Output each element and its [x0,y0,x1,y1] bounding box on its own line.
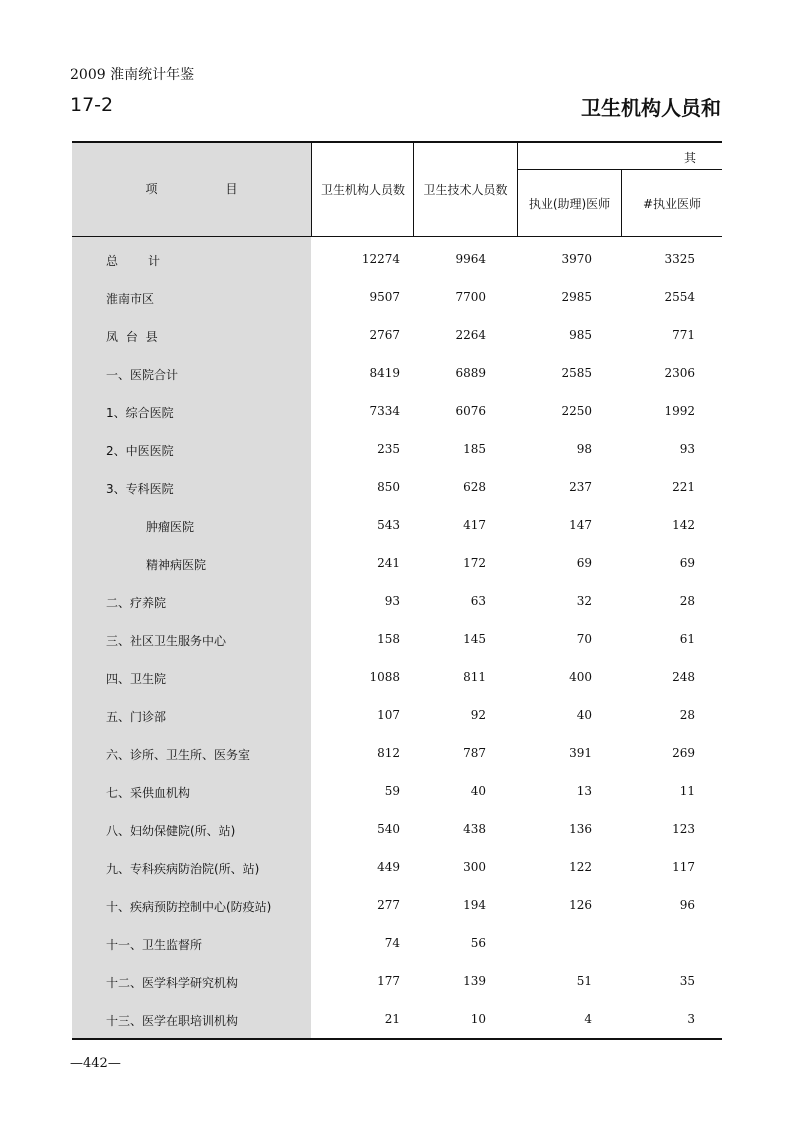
doctor-count: 32 [576,594,592,608]
staff-count: 2767 [369,328,400,342]
page-number: —442— [70,1056,121,1071]
table-row [72,442,722,462]
row-label: 十一、卫生监督所 [106,938,203,952]
tech-count: 92 [470,708,486,722]
staff-count: 21 [384,1012,400,1026]
staff-count: 241 [377,556,400,570]
table-row [72,898,722,918]
staff-count: 1088 [369,670,400,684]
tech-count: 787 [463,746,486,760]
table-row [72,860,722,880]
table-title: 卫生机构人员和 [581,96,721,120]
row-label: 3、专科医院 [106,482,174,496]
tech-count: 811 [463,670,486,684]
table-row [72,366,722,386]
staff-count: 93 [384,594,400,608]
tech-count: 628 [463,480,486,494]
staff-count: 8419 [369,366,400,380]
licensed-doctor-count: 35 [679,974,695,988]
tech-count: 2264 [455,328,486,342]
tech-count: 417 [463,518,486,532]
licensed-doctor-count: 142 [672,518,695,532]
staff-count: 177 [377,974,400,988]
staff-count: 158 [377,632,400,646]
table-row [72,670,722,690]
row-label: 八、妇幼保健院(所、站) [106,824,236,838]
doctor-count: 136 [569,822,592,836]
doctor-count: 13 [576,784,592,798]
table-row [72,974,722,994]
doctor-count: 2585 [561,366,592,380]
table-row [72,480,722,500]
row-label: 淮南市区 [106,292,155,306]
tech-count: 172 [463,556,486,570]
staff-count: 74 [384,936,400,950]
tech-count: 300 [463,860,486,874]
staff-count: 59 [384,784,400,798]
tech-count: 63 [470,594,486,608]
staff-count: 540 [377,822,400,836]
tech-count: 9964 [455,252,486,266]
row-label: 二、疗养院 [106,596,167,610]
doctor-count: 3970 [561,252,592,266]
staff-count: 850 [377,480,400,494]
doctor-count: 985 [569,328,592,342]
staff-count: 235 [377,442,400,456]
table-row [72,936,722,956]
staff-count: 9507 [369,290,400,304]
row-label: 总 计 [106,254,163,268]
tech-count: 185 [463,442,486,456]
doctor-count: 147 [569,518,592,532]
licensed-doctor-count: 28 [679,708,695,722]
licensed-doctor-count: 69 [679,556,695,570]
row-label: 十、疾病预防控制中心(防疫站) [106,900,272,914]
staff-count: 107 [377,708,400,722]
licensed-doctor-count: 3 [687,1012,695,1026]
row-label: 精神病医院 [146,558,207,572]
doctor-count: 4 [584,1012,592,1026]
licensed-doctor-count: 269 [672,746,695,760]
row-label: 三、社区卫生服务中心 [106,634,227,648]
column-header-doctors: 执业(助理)医师 [528,197,611,211]
tech-count: 438 [463,822,486,836]
licensed-doctor-count: 61 [679,632,695,646]
yearbook-title: 2009 淮南统计年鉴 [70,67,195,83]
table-row [72,404,722,424]
table-row [72,594,722,614]
table-row [72,784,722,804]
table-row [72,328,722,348]
doctor-count: 70 [576,632,592,646]
column-header-licensed: #执业医师 [642,197,702,211]
table-row [72,1012,722,1032]
licensed-doctor-count: 3325 [664,252,695,266]
doctor-count: 2250 [561,404,592,418]
licensed-doctor-count: 1992 [664,404,695,418]
table-row [72,822,722,842]
row-label: 1、综合医院 [106,406,174,420]
doctor-count: 98 [576,442,592,456]
tech-count: 6076 [455,404,486,418]
staff-count: 7334 [369,404,400,418]
licensed-doctor-count: 123 [672,822,695,836]
table-row [72,518,722,538]
staff-count: 543 [377,518,400,532]
row-label: 凤 台 县 [106,330,160,344]
doctor-count: 51 [576,974,592,988]
tech-count: 10 [470,1012,486,1026]
row-label: 十二、医学科学研究机构 [106,976,239,990]
doctor-count: 391 [569,746,592,760]
doctor-count: 69 [576,556,592,570]
doctor-count: 40 [576,708,592,722]
licensed-doctor-count: 221 [672,480,695,494]
group-header-rule [518,169,722,170]
column-header-tech: 卫生技术人员数 [423,183,508,197]
tech-count: 194 [463,898,486,912]
table-row [72,252,722,272]
column-header-group: 其 [683,151,696,165]
row-label: 十三、医学在职培训机构 [106,1014,239,1028]
table-number: 17-2 [70,94,114,116]
tech-count: 139 [463,974,486,988]
licensed-doctor-count: 11 [679,784,695,798]
doctor-count: 400 [569,670,592,684]
licensed-doctor-count: 2554 [664,290,695,304]
doctor-count: 2985 [561,290,592,304]
bottom-rule [72,1038,722,1040]
table-row [72,632,722,652]
row-label: 五、门诊部 [106,710,167,724]
doctor-count: 237 [569,480,592,494]
staff-count: 449 [377,860,400,874]
row-label: 2、中医医院 [106,444,174,458]
table-row [72,746,722,766]
row-label: 六、诊所、卫生所、医务室 [106,748,251,762]
licensed-doctor-count: 771 [672,328,695,342]
header-rule [72,236,722,237]
table-row [72,708,722,728]
row-label: 肿瘤医院 [146,520,195,534]
staff-count: 277 [377,898,400,912]
row-label: 一、医院合计 [106,368,179,382]
table-row [72,290,722,310]
licensed-doctor-count: 28 [679,594,695,608]
tech-count: 145 [463,632,486,646]
table-row [72,556,722,576]
licensed-doctor-count: 248 [672,670,695,684]
row-label: 九、专科疾病防治院(所、站) [106,862,260,876]
doctor-count: 126 [569,898,592,912]
top-rule [72,141,722,143]
licensed-doctor-count: 96 [679,898,695,912]
row-label: 七、采供血机构 [106,786,191,800]
doctor-count: 122 [569,860,592,874]
row-label: 四、卫生院 [106,672,167,686]
licensed-doctor-count: 2306 [664,366,695,380]
tech-count: 7700 [455,290,486,304]
staff-count: 12274 [361,252,400,266]
staff-count: 812 [377,746,400,760]
tech-count: 56 [470,936,486,950]
licensed-doctor-count: 93 [679,442,695,456]
licensed-doctor-count: 117 [672,860,695,874]
tech-count: 40 [470,784,486,798]
column-header-staff: 卫生机构人员数 [320,183,405,197]
column-header-item: 项 目 [145,182,266,196]
tech-count: 6889 [455,366,486,380]
